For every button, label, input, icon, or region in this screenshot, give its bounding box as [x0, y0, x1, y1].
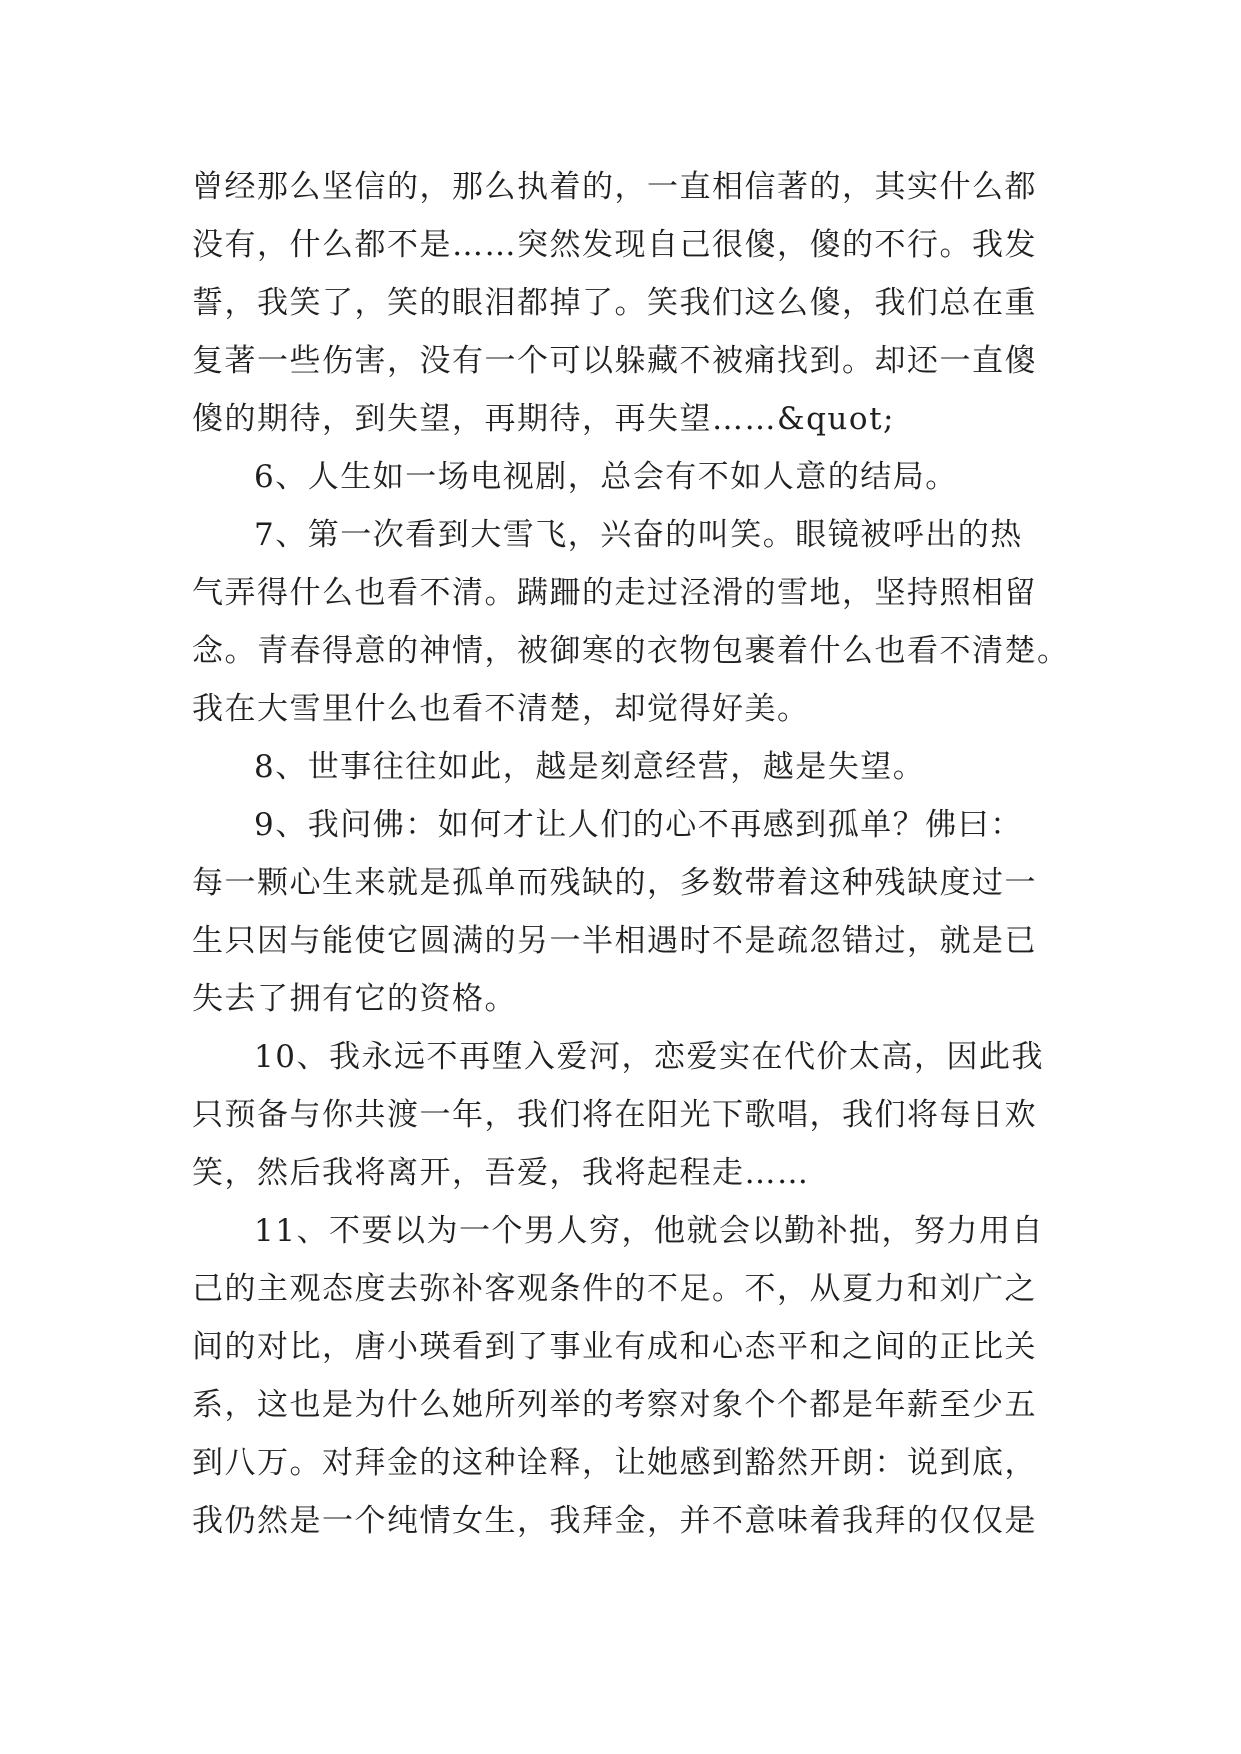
text-line: 念。青春得意的神情，被御寒的衣物包裹着什么也看不清楚。 — [192, 633, 1070, 669]
text-line: 誓，我笑了，笑的眼泪都掉了。笑我们这么傻，我们总在重 — [192, 285, 1037, 321]
text-line: 笑，然后我将离开，吾爱，我将起程走…… — [192, 1155, 810, 1191]
paragraph-start-line: 8、世事往往如此，越是刻意经营，越是失望。 — [254, 749, 926, 785]
text-line: 复著一些伤害，没有一个可以躲藏不被痛找到。却还一直傻 — [192, 343, 1037, 379]
text-line: 到八万。对拜金的这种诠释，让她感到豁然开朗：说到底， — [192, 1445, 1037, 1481]
paragraph-start-line: 10、我永远不再堕入爱河，恋爱实在代价太高，因此我 — [254, 1039, 1044, 1075]
text-line: 我在大雪里什么也看不清楚，却觉得好美。 — [192, 691, 810, 727]
text-line: 只预备与你共渡一年，我们将在阳光下歌唱，我们将每日欢 — [192, 1097, 1037, 1133]
paragraph-start-line: 6、人生如一场电视剧，总会有不如人意的结局。 — [254, 459, 958, 495]
text-line: 气弄得什么也看不清。蹒跚的走过泾滑的雪地，坚持照相留 — [192, 575, 1037, 611]
text-line: 间的对比，唐小瑛看到了事业有成和心态平和之间的正比关 — [192, 1329, 1037, 1365]
paragraph-start-line: 7、第一次看到大雪飞，兴奋的叫笑。眼镜被呼出的热 — [254, 517, 1023, 553]
text-line: 己的主观态度去弥补客观条件的不足。不，从夏力和刘广之 — [192, 1271, 1037, 1307]
paragraph-start-line: 9、我问佛：如何才让人们的心不再感到孤单？佛曰： — [254, 807, 1023, 843]
paragraph-start-line: 11、不要以为一个男人穷，他就会以勤补拙，努力用自 — [254, 1213, 1044, 1249]
text-line: 生只因与能使它圆满的另一半相遇时不是疏忽错过，就是已 — [192, 923, 1037, 959]
text-line: 傻的期待，到失望，再期待，再失望……&quot; — [192, 401, 895, 437]
text-line: 没有，什么都不是……突然发现自己很傻，傻的不行。我发 — [192, 227, 1037, 263]
text-line: 曾经那么坚信的，那么执着的，一直相信著的，其实什么都 — [192, 169, 1037, 205]
text-line: 系，这也是为什么她所列举的考察对象个个都是年薪至少五 — [192, 1387, 1037, 1423]
document-body — [192, 158, 1070, 1550]
text-line: 失去了拥有它的资格。 — [192, 981, 517, 1017]
text-line: 每一颗心生来就是孤单而残缺的，多数带着这种残缺度过一 — [192, 865, 1037, 901]
text-line: 我仍然是一个纯情女生，我拜金，并不意味着我拜的仅仅是 — [192, 1503, 1037, 1539]
